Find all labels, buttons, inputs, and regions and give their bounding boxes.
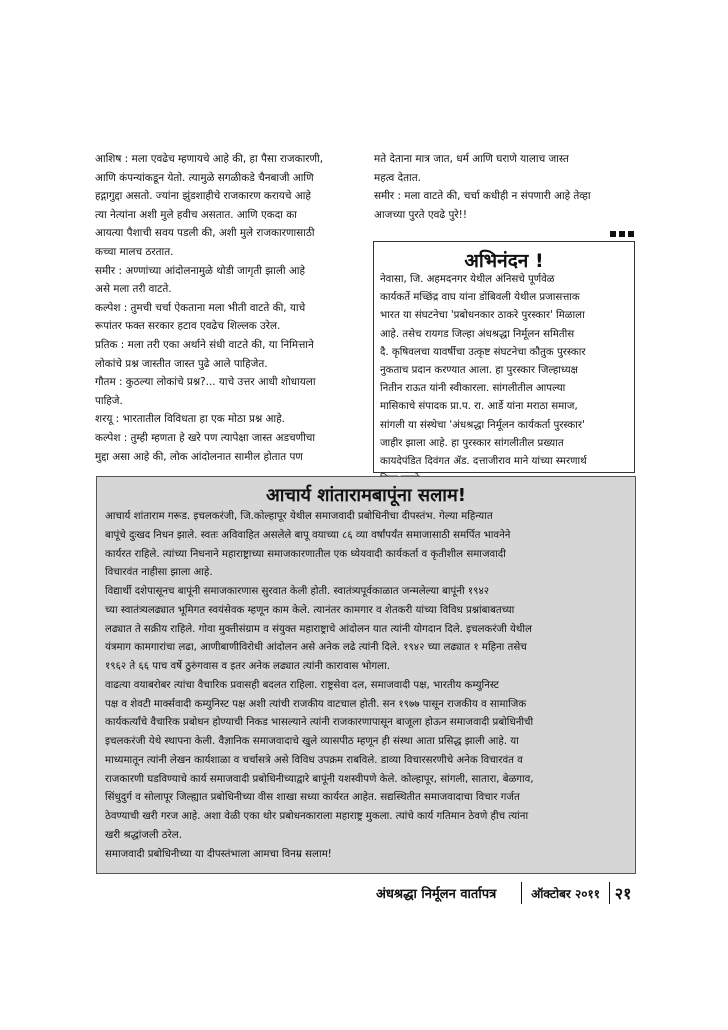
congratulations-line: कायदेपंडित दिवंगत ॲड. दत्ताजीराव माने यांच्या स्मरणार्थ — [380, 456, 587, 468]
congratulations-body — [374, 271, 634, 489]
dialogue-line: कल्पेश : तुम्ही म्हणता हे खरे पण त्यापेक्षा जास्त अडचणीचा — [95, 431, 316, 444]
issue-month: ऑक्टोबर २०११ — [531, 886, 600, 901]
dialogue-line: आजच्या पुरते एवढे पुरे!! — [374, 208, 467, 221]
congratulations-line: नुकताच प्रदान करण्यात आला. हा पुरस्कार जिल्हाध्यक्ष — [380, 365, 578, 377]
dialogue-line: मुद्दा असा आहे की, लोक आंदोलनात सामील होतात पण — [95, 450, 303, 463]
congratulations-line: मासिकाचे संपादक प्रा.प. रा. आर्डे यांना मराठा समाज, — [380, 401, 578, 413]
tribute-line: ठेवण्याची खरी गरज आहे. अशा वेळी एका थोर प्रबोधनकाराला महाराष्ट्र मुकला. त्यांचे कार्य गतिमान ठेवणे हीच त्यांना — [105, 811, 529, 822]
section-end-marker — [374, 231, 634, 237]
dialogue-column-right — [374, 150, 636, 237]
dialogue-line: प्रतिक : मला तरी एका अर्थाने संधी वाटते की, या निमित्ताने — [95, 338, 314, 351]
dialogue-line: हद्गागुद्दा असतो. ज्यांना झुंडशाहीचे राजकारण करायचे आहे — [95, 190, 311, 203]
tribute-line: समाजवादी प्रबोधिनीच्या या दीपस्तंभाला आमचा विनम्र सलाम! — [105, 848, 332, 860]
congratulations-line: कार्यकर्ते मच्छिंद्र वाघ यांना डोंबिवली येथील प्रजासत्ताक — [380, 292, 580, 304]
tribute-line: सिंधुदुर्ग व सोलापूर जिल्ह्यात प्रबोधिनीच्या वीस शाखा सध्या कार्यरत आहेत. सद्यस्थितीत समाजवादाचा विचार गर्जत — [105, 792, 520, 804]
congratulations-line: नेवासा, जि. अहमदनगर येथील अंनिसचे पूर्णवेळ — [380, 274, 555, 285]
tribute-body — [97, 508, 635, 864]
congratulations-line: सांगली या संस्थेचा 'अंधश्रद्धा निर्मूलन कार्यकर्ता पुरस्कार' — [380, 419, 585, 431]
dialogue-line: कच्चा मालच ठरतात. — [95, 245, 174, 258]
tribute-line: माध्यमातून त्यांनी लेखन कार्यशाळा व चर्चासत्रे असे विविध उपक्रम राबविले. डाव्या विचारसरणीचे अनेक विचारवंत व — [105, 754, 523, 766]
tribute-line: इचलकरंजी येथे स्थापना केली. वैज्ञानिक समाजवादाचे खुले व्यासपीठ म्हणून ही संस्था आता प्रसिद्ध झाली आहे. या — [105, 736, 519, 747]
congratulations-line: आहे. तसेच रायगड जिल्हा अंधश्रद्धा निर्मूलन समितीस — [380, 328, 575, 340]
tribute-line: १९६२ ते ६६ पाच वर्षे ठुरुंगवास व इतर अनेक लढ्यात त्यांनी कारावास भोगला. — [105, 661, 390, 672]
congratulations-line: नितीन राऊत यांनी स्वीकारला. सांगलीतील आपल्या — [380, 383, 566, 395]
dialogue-line: समीर : मला वाटते की, चर्चा कधीही न संपणारी आहे तेव्हा — [374, 190, 591, 203]
dialogue-line: शरयू : भारतातील विविधता हा एक मोठा प्रश्न आहे. — [95, 413, 285, 426]
congratulations-line: जाहीर झाला आहे. हा पुरस्कार सांगलीतील प्रख्यात — [380, 437, 564, 449]
dialogue-line: समीर : अण्णांच्या आंदोलनामुळे थोडी जागृती झाली आहे — [95, 264, 306, 277]
tribute-line: विचारवंत नाहीसा झाला आहे. — [105, 567, 213, 579]
tribute-box — [96, 476, 636, 874]
dialogue-line: आयत्या पैशाची सवय पडली की, अशी मुले राजकारणासाठी — [95, 227, 315, 240]
dialogue-column-left — [95, 150, 363, 466]
dialogue-line: लोकांचे प्रश्न जास्तीत जास्त पुढे आले पाहिजेत. — [95, 357, 268, 370]
dialogue-line: त्या नेत्यांना अशी मुले हवीच असतात. आणि एकदा का — [95, 208, 297, 221]
tribute-line: आचार्य शांताराम गरूड. इचलकरंजी, जि.कोल्हापूर येथील समाजवादी प्रबोधिनीचा दीपस्तंभ. गेल्या महिन्यात — [105, 511, 493, 522]
congratulations-line: भारत या संघटनेचा 'प्रबोधनकार ठाकरे पुरस्कार' मिळाला — [380, 310, 585, 322]
dialogue-line: आशिष : मला एवढेच म्हणायचे आहे की, हा पैसा राजकारणी, — [95, 153, 324, 165]
dialogue-line: कल्पेश : तुमची चर्चा ऐकताना मला भीती वाटते की, याचे — [95, 301, 306, 314]
page-number: २१ — [614, 884, 632, 903]
tribute-line: यंत्रमाग कामगारांचा लढा, आणीबाणीविरोधी आंदोलन असे अनेक लढे त्यांनी दिले. १९४२ च्या लढ्यात १ महिना तसेच — [105, 642, 527, 654]
dialogue-line: मते देताना मात्र जात, धर्म आणि घराणे यालाच जास्त — [374, 153, 569, 165]
page-footer — [374, 880, 636, 906]
dialogue-line: असे मला तरी वाटते. — [95, 283, 172, 296]
tribute-title: आचार्य शांतारामबापूंना सलाम! — [266, 485, 466, 506]
dialogue-line: रूपांतर फक्त सरकार हटाव एवढेच शिल्लक उरेल. — [95, 320, 281, 333]
dialogue-line: गौतम : कुठल्या लोकांचे प्रश्न?... याचे उत्तर आधी शोधायला — [95, 376, 316, 389]
tribute-line: विद्यार्थी दशेपासूनच बापूंनी समाजकारणास सुरवात केली होती. स्वातंत्र्यपूर्वकाळात जन्मलेल्या बापूंनी १९४२ — [105, 586, 490, 597]
publication-title: अंधश्रद्धा निर्मूलन वार्तापत्र — [376, 887, 497, 902]
tribute-line: वाढत्या वयाबरोबर त्यांचा वैचारिक प्रवासही बदलत राहिला. राष्ट्रसेवा दल, समाजवादी पक्ष, भारतीय कम्युनिस्ट — [105, 679, 499, 691]
tribute-line: कार्यरत राहिले. त्यांच्या निधनाने महाराष्ट्राच्या समाजकारणातील एक ध्येयवादी कार्यकर्ता व कृतीशील समाजवादी — [105, 548, 506, 560]
dialogue-line: आणि कंपन्यांकडून येतो. त्यामुळे सगळीकडे चैनबाजी आणि — [95, 171, 314, 184]
tribute-line: राजकारणी घडविण्याचे कार्य समाजवादी प्रबोधिनीच्याद्वारे बापूंनी यशस्वीपणे केले. कोल्हापूर, सांगली, सातारा, बेळगाव, — [105, 773, 534, 785]
tribute-line: पक्ष व शेवटी मार्क्सवादी कम्युनिस्ट पक्ष अशी त्यांची राजकीय वाटचाल होती. सन १९७७ पासून राजकीय व सामाजिक — [105, 698, 527, 710]
tribute-line: च्या स्वातंत्र्यलढ्यात भूमिगत स्वयंसेवक म्हणून काम केले. त्यानंतर कामगार व शेतकरी यांच्या विविध प्रश्नांबाबतच्या — [105, 604, 515, 616]
dialogue-line: पाहिजे. — [95, 394, 123, 407]
dialogue-line: महत्व देतात. — [374, 171, 421, 184]
tribute-line: बापूंचे दुःखद निधन झाले. स्वतः अविवाहित असलेले बापू वयाच्या ८६ व्या वर्षांपर्यंत समाजासाठी समर्पित भावनेने — [105, 529, 511, 541]
congratulations-line: दै. कृषिवलचा यावर्षीचा उत्कृष्ट संघटनेचा कौतुक पुरस्कार — [380, 346, 586, 358]
tribute-line: लढ्यात ते सक्रीय राहिले. गोवा मुक्तीसंग्राम व संयुक्त महाराष्ट्राचे आंदोलन यात त्यांनी योगदान दिले. इचलकरंजी येथील — [105, 623, 532, 635]
tribute-line: कार्यकर्त्यांचे वैचारिक प्रबोधन होण्याची निकड भासल्याने त्यांनी राजकारणापासून बाजूला होऊन समाजवादी प्रबोधिनीची — [105, 717, 534, 729]
congratulations-box — [373, 241, 635, 473]
congratulations-title: अभिनंदन ! — [464, 250, 544, 272]
tribute-line: खरी श्रद्धांजली ठरेल. — [105, 829, 182, 841]
